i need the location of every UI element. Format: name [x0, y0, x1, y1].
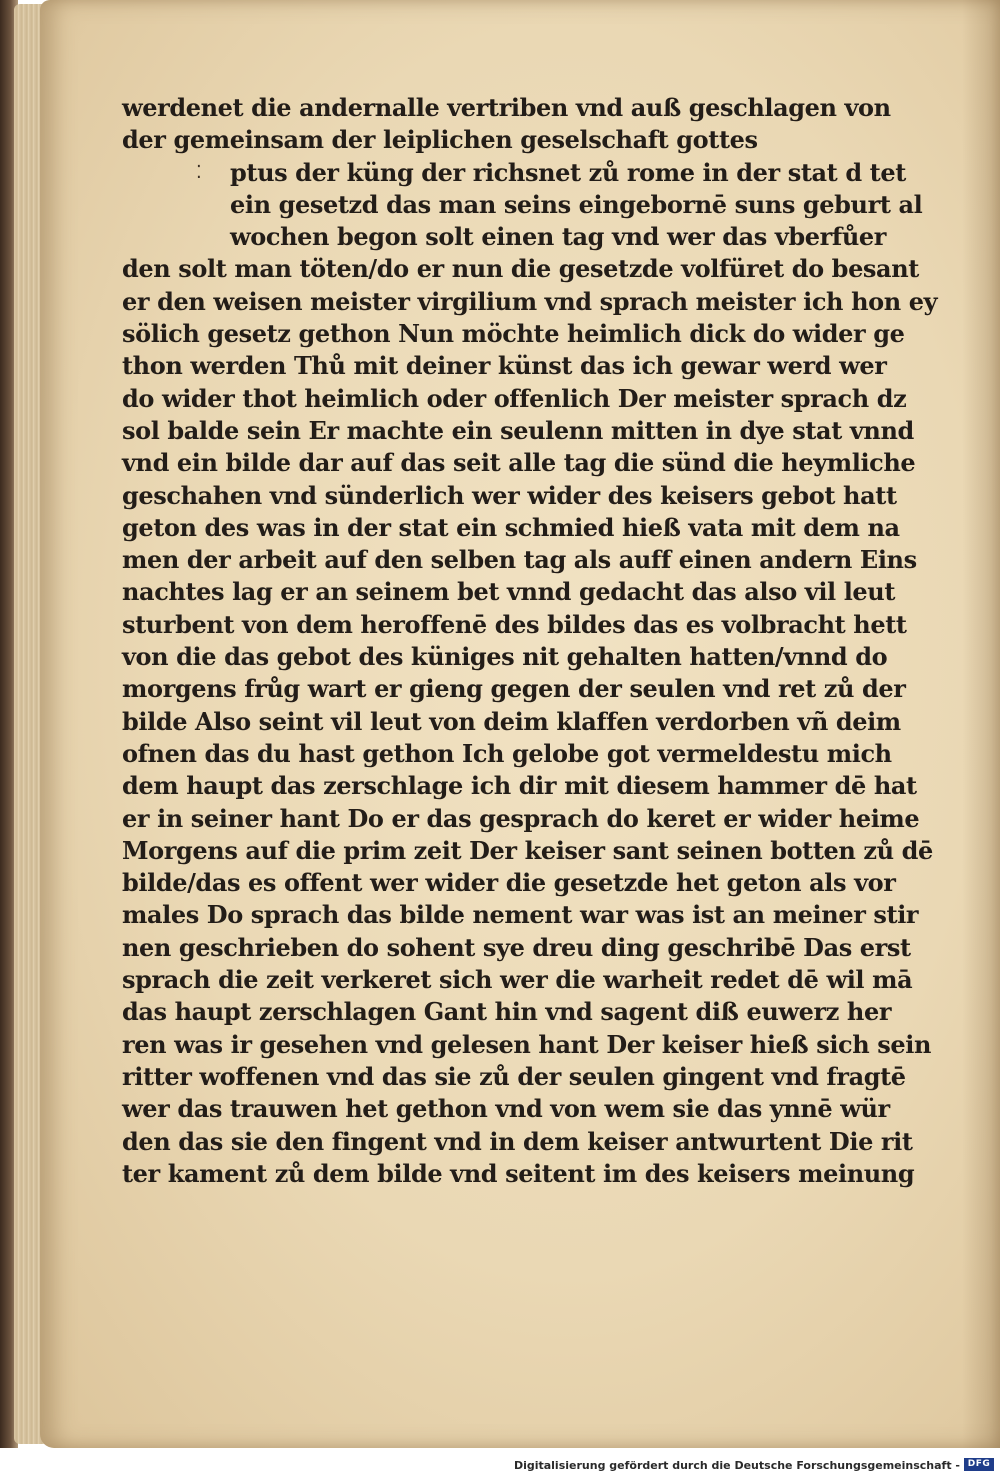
text-line: er den weisen meister virgilium vnd sprach meister ich hon ey [122, 286, 938, 316]
text-line: sprach die zeit verkeret sich wer die warheit redet dē wil mā [122, 965, 913, 995]
text-line: den das sie den fingent vnd in dem keiser antwurtent Die rit [122, 1126, 913, 1156]
text-line: ofnen das du hast gethon Ich gelobe got vermeldestu mich [122, 738, 892, 768]
blackletter-text-block [122, 92, 938, 1190]
page-edge-shadow [962, 0, 1000, 1448]
text-line: ptus der küng der richsnet zů rome in der stat d tet [230, 157, 906, 187]
text-line: sturbent von dem heroffenē des bildes das es volbracht hett [122, 609, 907, 639]
dfg-logo: DFG [964, 1458, 994, 1471]
text-line: wochen begon solt einen tag vnd wer das vberfůer [230, 222, 886, 252]
text-line: er in seiner hant Do er das gesprach do keret er wider heime [122, 803, 920, 833]
text-line: das haupt zerschlagen Gant hin vnd sagent diß euwerz her [122, 997, 892, 1027]
digitization-credit: Digitalisierung gefördert durch die Deutsche Forschungsgemeinschaft - [513, 1459, 960, 1472]
text-line: do wider thot heimlich oder offenlich Der meister sprach dz [122, 383, 907, 413]
text-line: nen geschrieben do sohent sye dreu ding geschribē Das erst [122, 932, 911, 962]
text-line: der gemeinsam der leiplichen geselschaft gottes [122, 125, 758, 155]
text-line: males Do sprach das bilde nement war was ist an meiner stir [122, 900, 919, 930]
text-line: thon werden Thů mit deiner künst das ich gewar werd wer [122, 351, 887, 381]
text-line: bilde Also seint vil leut von deim klaffen verdorben vñ deim [122, 706, 901, 736]
text-line: von die das gebot des küniges nit gehalten hatten/vnnd do [122, 642, 888, 672]
text-line: vnd ein bilde dar auf das seit alle tag die sünd die heymliche [122, 448, 916, 478]
text-line: sölich gesetz gethon Nun möchte heimlich dick do wider ge [122, 319, 905, 349]
text-line: ren was ir gesehen vnd gelesen hant Der keiser hieß sich sein [122, 1029, 932, 1059]
text-line: dem haupt das zerschlage ich dir mit diesem hammer dē hat [122, 771, 917, 801]
text-line: nachtes lag er an seinem bet vnnd gedacht das also vil leut [122, 577, 896, 607]
text-line: ritter woffenen vnd das sie zů der seulen gingent vnd fragtē [122, 1061, 906, 1091]
text-line: werdenet die andernalle vertriben vnd auß geschlagen von [122, 93, 891, 122]
text-line: ein gesetzd das man seins eingebornē suns geburt al [230, 189, 923, 219]
text-line: bilde/das es offent wer wider die gesetzde het geton als vor [122, 868, 896, 898]
text-line: den solt man töten/do er nun die gesetzde volfüret do besant [122, 254, 919, 284]
text-line: men der arbeit auf den selben tag als auff einen andern Eins [122, 545, 917, 575]
text-line: Morgens auf die prim zeit Der keiser sant seinen botten zů dē [122, 835, 933, 865]
text-line: geschahen vnd sünderlich wer wider des keisers gebot hatt [122, 480, 897, 510]
text-line: ter kament zů dem bilde vnd seitent im des keisers meinung [122, 1158, 915, 1188]
text-line: wer das trauwen het gethon vnd von wem sie das ynnē wür [122, 1094, 890, 1124]
text-line: morgens frůg wart er gieng gegen der seulen vnd ret zů der [122, 674, 906, 704]
text-line: geton des was in der stat ein schmied hieß vata mit dem na [122, 512, 900, 542]
initial-mark-icon: ⁚ [196, 162, 202, 183]
text-line: sol balde sein Er machte ein seulenn mitten in dye stat vnnd [122, 415, 914, 445]
